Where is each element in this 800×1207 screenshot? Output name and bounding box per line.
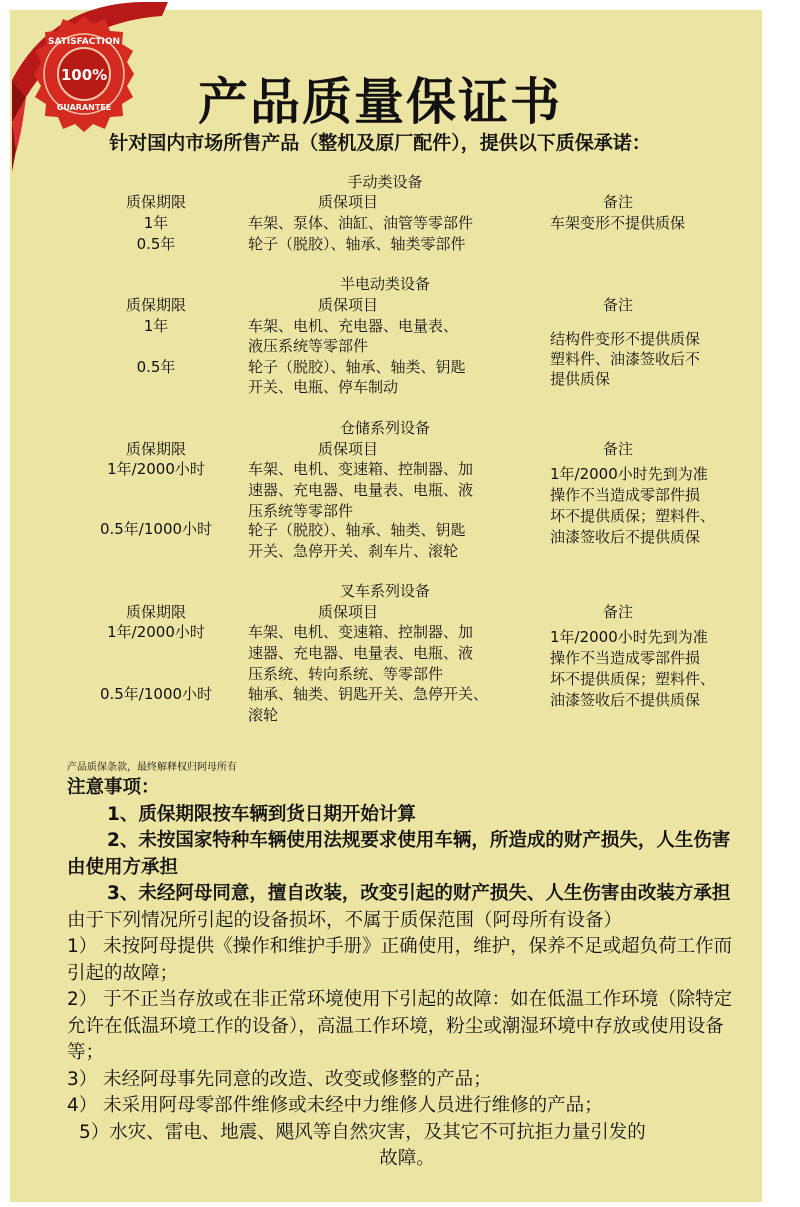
notice-heading: 注意事项：	[67, 777, 160, 798]
items-cell: 车架、电机、变速箱、控制器、加	[248, 623, 474, 641]
items-cell: 车架、电机、充电器、电量表、	[248, 317, 459, 335]
note-header: 备注	[602, 603, 633, 621]
items-cell: 轮子（脱胶）、轴承、轴类、钥匙	[248, 358, 466, 376]
note-cell: 坏不提供质保；塑料件、	[550, 670, 716, 688]
period-cell: 0.5年	[136, 358, 176, 376]
period-header: 质保期限	[125, 296, 186, 314]
period-cell: 0.5年/1000小时	[99, 520, 213, 538]
note-cell: 操作不当造成零部件损	[550, 649, 701, 667]
items-header: 质保项目	[317, 603, 378, 621]
items-cell: 开关、急停开关、刹车片、滚轮	[248, 542, 459, 560]
section-title: 仓储系列设备	[339, 419, 430, 437]
exclusion-item: 2） 于不正当存放或在非正常环境使用下引起的故障：如在低温工作环境（除特定允许在低温环境工作的设备），高温工作环境，粉尘或潮湿环境中存放或使用设备等；	[67, 989, 733, 1063]
period-header: 质保期限	[125, 603, 186, 621]
section-title: 手动类设备	[347, 173, 423, 191]
section-title: 叉车系列设备	[339, 582, 430, 600]
items-cell: 压系统等零部件	[248, 502, 354, 520]
period-cell: 1年/2000小时	[107, 460, 205, 478]
seal-bottom-text: GUARANTEE	[56, 103, 112, 112]
period-cell: 1年/2000小时	[107, 623, 205, 641]
period-header: 质保期限	[125, 193, 186, 211]
footnote: 产品质保条款，最终解释权归阿母所有	[67, 762, 237, 773]
note-header: 备注	[602, 440, 633, 458]
note-cell: 提供质保	[550, 370, 611, 388]
items-cell: 压系统、转向系统、等零部件	[248, 665, 444, 683]
intro-text: 针对国内市场所售产品（整机及原厂配件），提供以下质保承诺：	[109, 132, 651, 154]
items-header: 质保项目	[317, 440, 378, 458]
items-cell: 轮子（脱胶）、轴承、轴类、钥匙	[248, 521, 466, 539]
items-cell: 开关、电瓶、停车制动	[248, 378, 399, 396]
period-cell: 0.5年/1000小时	[99, 685, 213, 703]
section-title: 半电动类设备	[339, 275, 430, 293]
exclusion-item: 1） 未按阿母提供《操作和维护手册》正确使用，维护，保养不足或超负荷工作而引起的故障；	[67, 936, 733, 984]
note-cell: 油漆签收后不提供质保	[550, 691, 701, 709]
note-cell: 车架变形不提供质保	[550, 214, 686, 232]
exclusion-item-end: 故障。	[379, 1148, 435, 1169]
exclusion-item: 5）水灾、雷电、地震、飓风等自然灾害，及其它不可抗拒力量引发的	[79, 1121, 646, 1143]
items-cell: 轴承、轴类、钥匙开关、急停开关、	[248, 685, 489, 703]
items-cell: 液压系统等零部件	[248, 337, 369, 355]
items-cell: 速器、充电器、电量表、电瓶、液	[248, 481, 474, 499]
items-cell: 滚轮	[248, 706, 279, 724]
exclusion-item: 4） 未采用阿母零部件维修或未经中力维修人员进行维修的产品；	[67, 1095, 603, 1116]
seal-percent: 100%	[60, 66, 108, 84]
notice-item: 1、质保期限按车辆到货日期开始计算	[107, 803, 416, 825]
period-cell: 1年	[143, 317, 169, 335]
note-header: 备注	[602, 193, 633, 211]
page-title: 产品质量保证书	[198, 73, 562, 131]
items-cell: 车架、电机、变速箱、控制器、加	[248, 460, 474, 478]
note-cell: 坏不提供质保；塑料件、	[550, 507, 716, 525]
items-header: 质保项目	[317, 296, 378, 314]
note-cell: 1年/2000小时先到为准	[550, 628, 708, 646]
note-cell: 1年/2000小时先到为准	[550, 465, 708, 483]
items-cell: 轮子（脱胶）、轴承、轴类零部件	[248, 235, 466, 253]
items-header: 质保项目	[317, 193, 378, 211]
notice-item: 3、未经阿母同意，擅自改装，改变引起的财产损失、人生伤害由改装方承担	[107, 883, 731, 904]
note-cell: 油漆签收后不提供质保	[550, 528, 701, 546]
items-cell: 车架、泵体、油缸、油管等零部件	[248, 214, 474, 232]
exclusion-intro: 由于下列情况所引起的设备损坏，不属于质保范围（阿母所有设备）	[67, 909, 623, 931]
note-cell: 操作不当造成零部件损	[550, 486, 701, 504]
period-cell: 1年	[143, 214, 169, 232]
note-cell: 结构件变形不提供质保	[550, 330, 701, 348]
items-cell: 速器、充电器、电量表、电瓶、液	[248, 644, 474, 662]
notice-item: 2、未按国家特种车辆使用法规要求使用车辆，所造成的财产损失，人生伤害由使用方承担	[67, 830, 731, 878]
period-cell: 0.5年	[136, 235, 176, 253]
note-header: 备注	[602, 296, 633, 314]
period-header: 质保期限	[125, 440, 186, 458]
notice-block	[67, 775, 747, 1173]
note-cell: 塑料件、油漆签收后不	[550, 350, 701, 368]
seal-top-text: SATISFACTION	[47, 37, 121, 47]
exclusion-item: 3） 未经阿母事先同意的改造、改变或修整的产品；	[67, 1068, 492, 1090]
